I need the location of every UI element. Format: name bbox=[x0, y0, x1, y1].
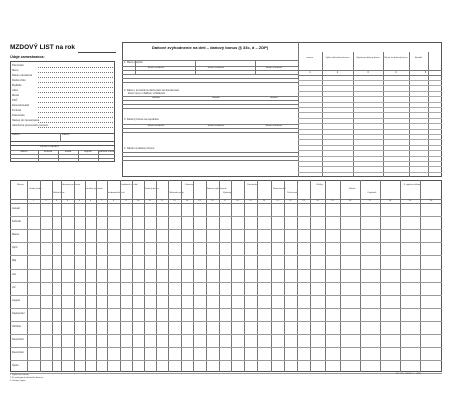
divider bbox=[85, 180, 86, 372]
divider bbox=[298, 85, 442, 86]
divider bbox=[298, 112, 442, 113]
divider bbox=[298, 107, 442, 108]
divider bbox=[122, 160, 298, 161]
divider bbox=[10, 360, 442, 361]
divider bbox=[120, 180, 121, 372]
relation-label: Pomer k dieťaťu bbox=[40, 145, 59, 148]
date2-label: Dátum bbox=[62, 133, 70, 136]
date-label: obdobie bbox=[212, 97, 220, 99]
date-label: dátum narodenia bbox=[207, 67, 225, 69]
divider bbox=[156, 180, 157, 372]
divider bbox=[122, 152, 298, 153]
payroll-col-head: Doplatok bbox=[367, 192, 377, 194]
divider bbox=[353, 52, 354, 177]
divider bbox=[168, 180, 169, 372]
bonus-title: Daňové zvýhodnenie na deti – daňový bonus (§ 33c, d – ZDP) bbox=[151, 45, 269, 50]
divider bbox=[96, 180, 97, 372]
payroll-col-head: Zdravotné poistenie bbox=[61, 184, 81, 186]
payroll-col-num: 20 bbox=[262, 199, 266, 202]
month-label: Júl bbox=[12, 285, 16, 289]
divider bbox=[10, 334, 442, 335]
divider bbox=[298, 123, 442, 124]
payroll-col-head: Nezdaniteľná časť bbox=[107, 192, 125, 194]
field-line bbox=[38, 97, 113, 98]
field-line bbox=[38, 82, 113, 83]
payroll-col-head: Dovolenka bbox=[247, 184, 258, 186]
divider bbox=[122, 128, 298, 129]
field-label: Dátum narodenia bbox=[12, 74, 32, 77]
divider bbox=[135, 60, 136, 74]
bonus-col-head: Vyplatený daňový bonus bbox=[356, 57, 380, 59]
footnote: 2 Pri poskytnutí daňového bonusu bbox=[10, 377, 44, 379]
divider bbox=[298, 139, 442, 140]
divider bbox=[271, 180, 272, 372]
note4: 4. Nárok na daňový bonus bbox=[124, 147, 155, 150]
child-name-label: 1. Meno dieťaťa bbox=[124, 61, 143, 64]
payroll-col-num: 22 bbox=[289, 199, 292, 202]
divider bbox=[284, 180, 285, 372]
divider bbox=[27, 180, 28, 372]
payroll-col-head: Mzdové zvýhodnenie bbox=[206, 188, 227, 190]
divider bbox=[52, 180, 53, 372]
payroll-col-num: 15 bbox=[198, 199, 201, 202]
divider bbox=[60, 133, 61, 142]
divider bbox=[428, 52, 429, 177]
divider bbox=[10, 347, 442, 348]
date-label: obdobie bbox=[270, 97, 278, 99]
payroll-col-head: Nemocenské bbox=[273, 188, 286, 190]
field-label: Priezvisko bbox=[12, 64, 24, 67]
relation-col-head: stupeň bbox=[84, 150, 92, 153]
month-label: September bbox=[12, 311, 25, 315]
divider bbox=[122, 60, 298, 61]
payroll-col-head: Preddavok na daň bbox=[120, 184, 138, 186]
field-line bbox=[38, 87, 113, 88]
field-label: Zamestnávateľ bbox=[12, 104, 30, 107]
payroll-col-num: 19 bbox=[249, 199, 252, 202]
divider bbox=[298, 42, 299, 177]
divider bbox=[298, 96, 442, 97]
divider bbox=[10, 295, 442, 296]
relation-col-head: dátum bbox=[20, 150, 28, 153]
payroll-col-head: Zrážky bbox=[316, 184, 323, 186]
divider bbox=[195, 60, 196, 74]
divider bbox=[74, 180, 75, 372]
payroll-col-head: Daňový bonus bbox=[145, 188, 159, 190]
divider bbox=[380, 180, 381, 372]
date-label: dátum narodenia bbox=[147, 67, 165, 69]
divider bbox=[298, 102, 442, 103]
divider bbox=[58, 150, 59, 162]
payroll-col-num: 17 bbox=[223, 199, 227, 202]
payroll-col-num: 13 bbox=[173, 199, 176, 202]
date-label: obdobie bbox=[152, 97, 160, 99]
payroll-col-head: Záloha bbox=[348, 188, 356, 190]
payroll-col-num: 2 bbox=[45, 199, 47, 202]
divider bbox=[409, 52, 410, 177]
payroll-col-head: Výdavky bbox=[222, 192, 232, 194]
date-label: dátum narodenia bbox=[265, 125, 283, 127]
field-line bbox=[38, 112, 113, 113]
payroll-col-num: 28 bbox=[388, 199, 392, 202]
field-label: Ulica bbox=[12, 89, 18, 92]
divider bbox=[340, 180, 341, 372]
footer-code: ZD 1/11 · DB Sk 2 · 11/09 bbox=[396, 373, 421, 375]
field-line bbox=[38, 92, 113, 93]
payroll-col-head: Hrubá mzda bbox=[29, 188, 42, 190]
divider bbox=[98, 150, 99, 162]
divider bbox=[206, 180, 207, 372]
payroll-col-num: 4 bbox=[66, 199, 69, 202]
bonus-col-num: 1 bbox=[309, 71, 311, 74]
field-line bbox=[38, 72, 113, 73]
divider bbox=[298, 134, 442, 135]
month-label: Jún bbox=[12, 272, 17, 276]
divider bbox=[10, 373, 442, 374]
bonus-col-num: 2 bbox=[336, 71, 339, 74]
field-label: Mesto bbox=[12, 94, 20, 97]
divider bbox=[298, 118, 442, 119]
divider bbox=[298, 91, 442, 92]
divider bbox=[298, 166, 442, 167]
divider bbox=[107, 180, 108, 372]
divider bbox=[298, 75, 442, 76]
note3: 3. Daňový bonus sa nepoberá bbox=[124, 118, 159, 121]
field-label: Rodné číslo bbox=[12, 79, 26, 82]
month-label: Spolu bbox=[12, 364, 19, 368]
payroll-col-num: 14 bbox=[185, 199, 189, 202]
month-label: Január bbox=[12, 207, 20, 210]
payroll-col-num: 16 bbox=[211, 199, 214, 202]
field-line bbox=[38, 122, 113, 123]
divider bbox=[122, 70, 298, 71]
payroll-col-num: 6 bbox=[89, 199, 92, 202]
payroll-col-num: 26 bbox=[348, 199, 352, 202]
divider bbox=[360, 180, 361, 372]
field-label: Nástup do zamestnania bbox=[12, 119, 40, 122]
divider bbox=[244, 180, 245, 372]
payroll-col-num: 5 bbox=[78, 199, 81, 202]
divider bbox=[122, 74, 298, 75]
field-label: Meno bbox=[12, 69, 19, 72]
bonus-col-num: 5 bbox=[424, 71, 427, 74]
divider bbox=[144, 180, 145, 372]
divider bbox=[10, 154, 115, 155]
divider bbox=[122, 108, 298, 109]
divider bbox=[10, 308, 442, 309]
payroll-col-head: K výplate celkom bbox=[403, 184, 421, 186]
bonus-col-head: Rozdiel bbox=[414, 57, 423, 59]
divider bbox=[10, 269, 442, 270]
divider bbox=[255, 60, 256, 74]
payroll-col-num: 23 bbox=[302, 199, 305, 202]
payroll-col-num: 24 bbox=[316, 199, 319, 202]
divider bbox=[10, 255, 442, 256]
payroll-col-num: 3 bbox=[55, 199, 58, 202]
date1-label: Dátum bbox=[12, 133, 20, 136]
divider bbox=[10, 216, 442, 217]
divider bbox=[219, 180, 220, 372]
footnote: 1 Vyplniť pri zmene bbox=[10, 374, 29, 376]
divider bbox=[61, 180, 62, 372]
divider bbox=[420, 180, 421, 372]
field-line bbox=[38, 77, 113, 78]
divider bbox=[122, 100, 298, 101]
payroll-col-head: Čistá mzda bbox=[287, 192, 298, 194]
payroll-col-head: Náhrada mzdy bbox=[169, 192, 184, 194]
divider bbox=[298, 80, 442, 81]
relation-col-head: funkcia bbox=[43, 150, 53, 153]
month-label: Máj bbox=[12, 259, 17, 263]
payroll-col-head: Odmena bbox=[184, 184, 194, 186]
divider bbox=[257, 180, 258, 372]
divider bbox=[322, 52, 323, 177]
payroll-col-num: 18 bbox=[236, 199, 239, 202]
field-label: Ukončenie pracovného pomeru bbox=[12, 124, 49, 127]
payroll-col-head: Sociálne poistenie bbox=[85, 188, 103, 190]
field-line bbox=[38, 117, 113, 118]
bonus-col-head: mesiac bbox=[306, 57, 314, 59]
month-label: Október bbox=[12, 324, 22, 328]
divider bbox=[310, 180, 311, 372]
note2: 2. Dátum, ku ktorému dieťa patrí do domácnosti bbox=[124, 89, 179, 92]
month-label: Marec bbox=[12, 233, 20, 237]
payroll-col-num: 7 bbox=[100, 199, 103, 202]
divider bbox=[298, 150, 442, 151]
relation-col-head: platová trieda bbox=[98, 150, 115, 153]
divider bbox=[298, 145, 442, 146]
divider bbox=[10, 282, 442, 283]
doc-title: MZDOVÝ LIST na rok bbox=[10, 44, 76, 51]
field-label: Bydlisko bbox=[12, 84, 22, 87]
field-label: Pracovisko bbox=[12, 114, 25, 117]
payroll-col-num: 10 bbox=[136, 199, 140, 202]
date-label: dátum narodenia bbox=[265, 67, 283, 69]
section-title: Údaje zamestnanca: bbox=[10, 55, 45, 59]
divider bbox=[122, 132, 298, 133]
month-label: Február bbox=[12, 220, 22, 224]
payroll-col-num: 1 bbox=[32, 199, 35, 202]
bonus-col-num: 4 bbox=[395, 71, 397, 74]
payroll-col-num: 11 bbox=[148, 199, 152, 202]
month-label: November bbox=[12, 338, 24, 341]
divider bbox=[298, 161, 442, 162]
divider bbox=[10, 321, 442, 322]
payroll-col-num: 29 bbox=[408, 199, 412, 202]
divider bbox=[383, 52, 384, 177]
divider bbox=[298, 70, 442, 71]
field-label: PSČ bbox=[12, 99, 18, 102]
divider bbox=[298, 172, 442, 173]
bonus-col-head: Výška daňového bonusu bbox=[325, 57, 350, 59]
divider bbox=[193, 180, 194, 372]
divider bbox=[10, 229, 442, 230]
month-label: December bbox=[12, 351, 24, 355]
bonus-col-head: Nárok na daňový bonus bbox=[384, 57, 408, 59]
payroll-col-num: 12 bbox=[160, 199, 164, 202]
month-label: Apríl bbox=[12, 246, 18, 250]
note2b: ktoré nie je v ďalšom vzdelávaní bbox=[128, 92, 166, 95]
payroll-col-num: 27 bbox=[368, 199, 372, 202]
divider bbox=[10, 242, 442, 243]
date-label: dátum narodenia bbox=[207, 125, 225, 127]
divider bbox=[40, 180, 41, 372]
divider bbox=[78, 150, 79, 162]
divider bbox=[181, 180, 182, 372]
divider bbox=[132, 180, 133, 372]
divider bbox=[122, 78, 298, 79]
month-label: August bbox=[12, 298, 21, 302]
date-label: dátum narodenia bbox=[147, 125, 165, 127]
payroll-col-head: Základ dane bbox=[52, 192, 65, 194]
divider bbox=[122, 156, 298, 157]
divider bbox=[122, 104, 298, 105]
field-line bbox=[38, 107, 113, 108]
field-line bbox=[38, 127, 113, 128]
bonus-col-num: 3 bbox=[367, 71, 369, 74]
payroll-col-num: 8 bbox=[112, 199, 115, 202]
divider bbox=[298, 129, 442, 130]
divider bbox=[122, 82, 298, 83]
field-line bbox=[38, 67, 113, 68]
field-label: Funkcia bbox=[12, 109, 22, 112]
divider bbox=[400, 180, 401, 372]
field-line bbox=[38, 102, 113, 103]
relation-col-head: trieda bbox=[64, 150, 72, 153]
divider bbox=[325, 180, 326, 372]
year-line bbox=[78, 52, 116, 53]
payroll-col-head: Mesiac bbox=[17, 184, 24, 186]
divider bbox=[231, 180, 232, 372]
payroll-col-num: 9 bbox=[125, 199, 127, 202]
divider bbox=[297, 180, 298, 372]
footnote: 3 Ostatné údaje bbox=[10, 380, 26, 382]
payroll-col-num: 30 bbox=[429, 199, 433, 202]
payroll-col-num: 21 bbox=[276, 199, 279, 202]
divider bbox=[298, 156, 442, 157]
divider bbox=[10, 158, 115, 159]
payroll-col-num: 25 bbox=[331, 199, 334, 202]
divider bbox=[38, 150, 39, 162]
